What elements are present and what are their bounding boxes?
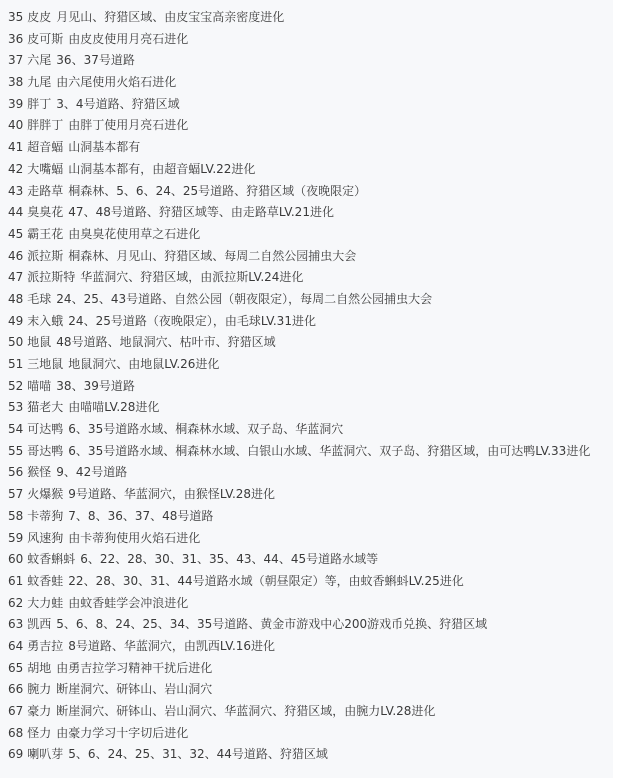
entry-number: 55 [8, 443, 24, 458]
list-item [8, 311, 613, 333]
entry-number: 53 [8, 400, 24, 415]
entry-number: 67 [8, 704, 24, 719]
list-item [8, 528, 613, 550]
entry-number: 47 [8, 270, 24, 285]
location-text: 22、28、30、31、44号道路水域（朝昼限定）等，由蚊香蝌蚪LV.25进化 [68, 573, 464, 588]
pokemon-name: 猫老大 [27, 400, 64, 415]
entry-number: 69 [8, 747, 24, 762]
entry-number: 68 [8, 725, 24, 740]
list-item [8, 484, 613, 506]
list-item [8, 658, 613, 680]
pokemon-name: 大力蛙 [27, 595, 64, 610]
entry-number: 65 [8, 660, 24, 675]
location-text: 由胖丁使用月亮石进化 [68, 118, 189, 133]
location-text: 桐森林、月见山、狩猎区域、每周二自然公园捕虫大会 [68, 248, 357, 263]
entry-number: 60 [8, 552, 24, 567]
location-text: 由六尾使用火焰石进化 [56, 75, 177, 90]
list-item [8, 614, 613, 636]
pokemon-name: 末入蛾 [27, 313, 64, 328]
list-item [8, 50, 613, 72]
location-text: 由皮皮使用月亮石进化 [68, 31, 189, 46]
pokemon-name: 喵喵 [27, 378, 52, 393]
entry-number: 56 [8, 465, 24, 480]
entry-number: 37 [8, 53, 24, 68]
pokemon-name: 胖胖丁 [27, 118, 64, 133]
pokemon-name: 豪力 [27, 704, 52, 719]
pokemon-name: 勇吉拉 [27, 638, 64, 653]
pokemon-name: 三地鼠 [27, 357, 64, 371]
entry-number: 35 [8, 10, 24, 24]
pokemon-name: 派拉斯特 [27, 270, 76, 285]
list-item [8, 462, 613, 484]
list-item [8, 94, 613, 116]
list-item [8, 202, 613, 224]
location-text: 6、35号道路水域、桐森林水域、白银山水域、华蓝洞穴、双子岛、狩猎区域，由可达鸭LV.33进化 [68, 443, 591, 458]
pokemon-name: 凯西 [27, 617, 52, 632]
location-text: 47、48号道路、狩猎区域等、由走路草LV.21进化 [68, 205, 334, 220]
location-text: 山洞基本都有 [68, 140, 141, 155]
pokemon-name: 喇叭芽 [27, 747, 64, 762]
entry-number: 57 [8, 487, 24, 502]
entry-number: 46 [8, 248, 24, 263]
entry-number: 42 [8, 161, 24, 176]
pokemon-name: 臭臭花 [27, 205, 64, 220]
list-item [8, 332, 613, 354]
list-item [8, 181, 613, 203]
pokemon-name: 蚊香蛙 [27, 573, 64, 588]
pokemon-name: 风速狗 [27, 530, 64, 545]
entry-number: 44 [8, 205, 24, 220]
location-text: 断崖洞穴、研钵山、岩山洞穴 [56, 682, 213, 697]
list-item [8, 419, 613, 441]
pokemon-name: 毛球 [27, 291, 52, 306]
list-item [8, 701, 613, 723]
list-item [8, 571, 613, 593]
location-text: 9号道路、华蓝洞穴，由猴怪LV.28进化 [68, 487, 276, 502]
pokemon-name: 霸王花 [27, 226, 64, 241]
location-text: 由蚊香蛙学会冲浪进化 [68, 595, 189, 610]
entry-number: 51 [8, 357, 24, 371]
entry-number: 63 [8, 617, 24, 632]
pokemon-name: 超音蝠 [27, 140, 64, 155]
location-text: 3、4号道路、狩猎区域 [56, 96, 180, 111]
entry-number: 64 [8, 638, 24, 653]
entry-number: 61 [8, 573, 24, 588]
entry-number: 48 [8, 291, 24, 306]
list-item [8, 723, 613, 745]
entry-number: 38 [8, 75, 24, 90]
entry-number: 36 [8, 31, 24, 46]
list-item [8, 549, 613, 571]
list-item [8, 679, 613, 701]
location-text: 由臭臭花使用草之石进化 [68, 226, 201, 241]
list-item [8, 159, 613, 181]
list-item [8, 7, 613, 29]
pokemon-name: 地鼠 [27, 335, 52, 350]
pokemon-name: 大嘴蝠 [27, 161, 64, 176]
list-item [8, 397, 613, 419]
location-text: 断崖洞穴、研钵山、岩山洞穴、华蓝洞穴、狩猎区域，由腕力LV.28进化 [56, 704, 436, 719]
location-text: 6、35号道路水域、桐森林水域、双子岛、华蓝洞穴 [68, 422, 344, 437]
entry-number: 49 [8, 313, 24, 328]
location-text: 5、6、8、24、25、34、35号道路、黄金市游戏中心200游戏币兑换、狩猎区域 [56, 617, 488, 632]
pokemon-name: 六尾 [27, 53, 52, 68]
list-item [8, 593, 613, 615]
entry-number: 41 [8, 140, 24, 155]
location-text: 桐森林、5、6、24、25号道路、狩猎区域（夜晚限定） [68, 183, 367, 198]
pokemon-name: 胡地 [27, 660, 52, 675]
list-item [8, 137, 613, 159]
pokemon-name: 怪力 [27, 725, 52, 740]
entry-number: 50 [8, 335, 24, 350]
pokemon-name: 派拉斯 [27, 248, 64, 263]
pokemon-name: 卡蒂狗 [27, 508, 64, 523]
location-text: 6、22、28、30、31、35、43、44、45号道路水域等 [80, 552, 379, 567]
location-text: 8号道路、华蓝洞穴，由凯西LV.16进化 [68, 638, 276, 653]
list-item [8, 267, 613, 289]
entry-number: 43 [8, 183, 24, 198]
location-text: 由豪力学习十字切后进化 [56, 725, 189, 740]
location-text: 7、8、36、37、48号道路 [68, 508, 214, 523]
entry-number: 59 [8, 530, 24, 545]
pokemon-name: 火爆猴 [27, 487, 64, 502]
pokemon-name: 走路草 [27, 183, 64, 198]
list-item [8, 354, 613, 376]
location-text: 48号道路、地鼠洞穴、枯叶市、狩猎区域 [56, 335, 276, 350]
pokemon-name: 胖丁 [27, 96, 52, 111]
pokemon-name: 猴怪 [27, 465, 52, 480]
location-text: 地鼠洞穴、由地鼠LV.26进化 [68, 357, 220, 371]
entry-number: 58 [8, 508, 24, 523]
location-text: 24、25、43号道路、自然公园（朝夜限定），每周二自然公园捕虫大会 [56, 291, 433, 306]
entry-number: 54 [8, 422, 24, 437]
list-item [8, 29, 613, 51]
entry-number: 62 [8, 595, 24, 610]
list-item [8, 744, 613, 766]
location-text: 5、6、24、25、31、32、44号道路、狩猎区域 [68, 747, 328, 762]
pokemon-name: 皮皮 [27, 10, 52, 24]
pokemon-name: 可达鸭 [27, 422, 64, 437]
location-text: 24、25号道路（夜晚限定），由毛球LV.31进化 [68, 313, 316, 328]
location-text: 36、37号道路 [56, 53, 135, 68]
list-item [8, 289, 613, 311]
list-item [8, 224, 613, 246]
pokemon-name: 哥达鸭 [27, 443, 64, 458]
pokemon-name: 蚊香蝌蚪 [27, 552, 76, 567]
pokemon-name: 腕力 [27, 682, 52, 697]
list-item [8, 72, 613, 94]
entry-number: 52 [8, 378, 24, 393]
entry-number: 40 [8, 118, 24, 133]
location-text: 华蓝洞穴、狩猎区域，由派拉斯LV.24进化 [80, 270, 304, 285]
location-text: 由勇吉拉学习精神干扰后进化 [56, 660, 213, 675]
list-item [8, 636, 613, 658]
location-text: 山洞基本都有，由超音蝠LV.22进化 [68, 161, 256, 176]
list-item [8, 506, 613, 528]
entry-number: 45 [8, 226, 24, 241]
pokemon-name: 九尾 [27, 75, 52, 90]
list-item [8, 441, 608, 463]
list-item [8, 376, 613, 398]
location-text: 由喵喵LV.28进化 [68, 400, 160, 415]
location-text: 38、39号道路 [56, 378, 135, 393]
pokemon-name: 皮可斯 [27, 31, 64, 46]
entry-number: 39 [8, 96, 24, 111]
location-text: 由卡蒂狗使用火焰石进化 [68, 530, 201, 545]
list-item [8, 246, 613, 268]
location-text: 9、42号道路 [56, 465, 128, 480]
location-text: 月见山、狩猎区域、由皮宝宝高亲密度进化 [56, 10, 285, 24]
entry-number: 66 [8, 682, 24, 697]
list-item [8, 115, 613, 137]
